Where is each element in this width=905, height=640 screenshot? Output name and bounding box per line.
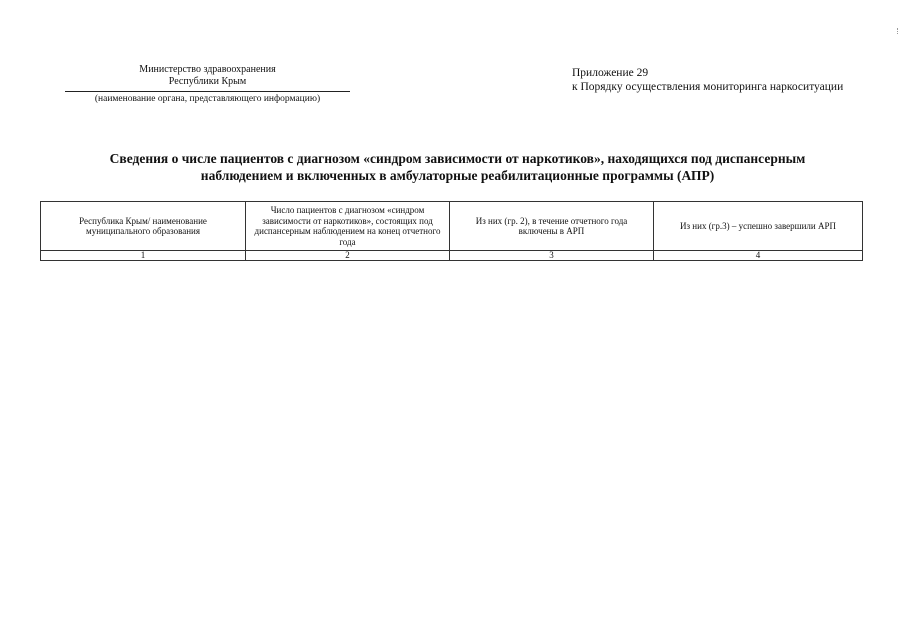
column-number-row [41,251,863,261]
column-number: 3 [450,251,654,261]
title-line1: Сведения о числе пациентов с диагнозом «синдром зависимости от наркотиков», находящихся под диспансерным [109,151,806,166]
report-table [40,201,863,261]
organization-name-line2: Республики Крым [168,76,247,87]
column-number: 1 [41,251,246,261]
organization-block [65,64,350,105]
scan-mark [897,28,900,34]
organization-name-line1: Министерство здравоохранения [139,64,276,75]
organization-underline [65,91,350,92]
header-completed-arp: Из них (гр.3) – успешно завершили АРП [654,202,863,251]
appendix-block [572,66,843,94]
document-title [40,150,875,184]
organization-caption: (наименование органа, представляющего информацию) [94,94,321,104]
title-line2: наблюдением и включенных в амбулаторные реабилитационные программы (АПР) [200,168,715,183]
appendix-number: Приложение 29 [572,67,649,79]
header-included-in-arp: Из них (гр. 2), в течение отчетного года включены в АРП [450,202,654,251]
appendix-reference: к Порядку осуществления мониторинга наркоситуации [572,81,844,93]
column-number: 4 [654,251,863,261]
table-header-row [41,202,863,251]
header-patients-count: Число пациентов с диагнозом «синдром зависимости от наркотиков», состоящих под диспансерным наблюдением на конец отчетного года [246,202,450,251]
header-municipality: Республика Крым/ наименование муниципального образования [41,202,246,251]
column-number: 2 [246,251,450,261]
